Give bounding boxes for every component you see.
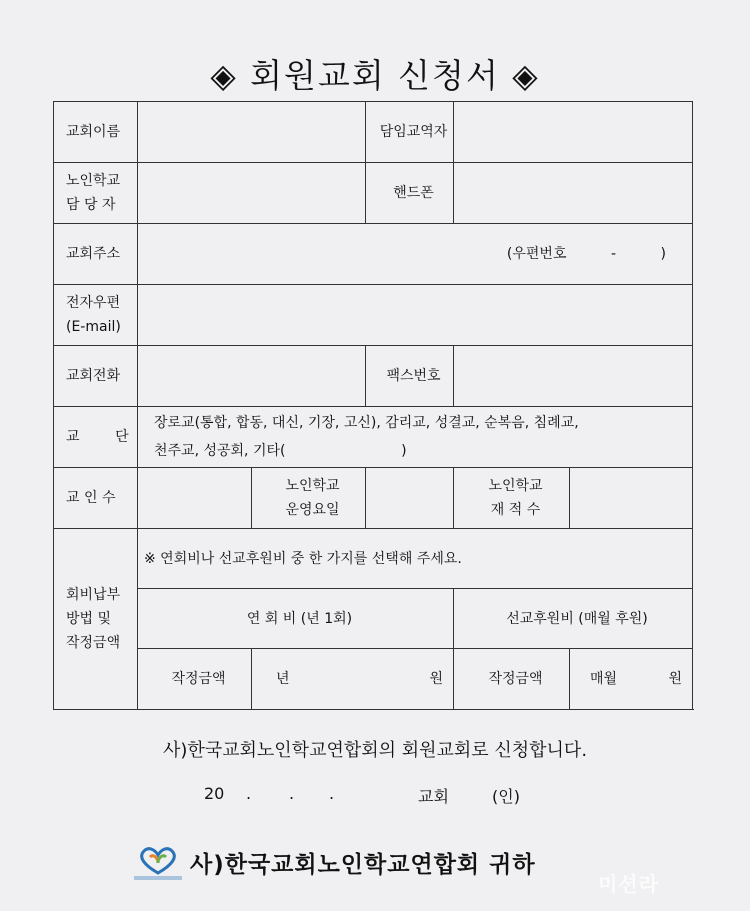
won-unit: 원	[668, 671, 682, 687]
payment-note: ※ 연회비나 선교후원비 중 한 가지를 선택해 주세요.	[138, 529, 693, 589]
date-dot: .	[329, 784, 335, 803]
field-phone[interactable]	[454, 163, 693, 224]
label-members: 교 인 수	[54, 468, 138, 529]
addressee: 사)한국교회노인학교연합회 귀하	[190, 852, 536, 878]
label-line: 회비납부	[66, 587, 121, 603]
label-phone: 핸드폰	[366, 163, 454, 224]
label-line: 전자우편	[66, 295, 121, 311]
field-church-name[interactable]	[138, 102, 366, 163]
label-email	[54, 285, 138, 346]
date-seal: (인)	[492, 787, 520, 806]
label-payment	[54, 529, 138, 710]
label-line: 작정금액	[66, 635, 121, 651]
field-students[interactable]	[570, 468, 693, 529]
label-pledge-annual: 작정금액	[138, 649, 252, 710]
date-year-prefix: 20	[204, 784, 225, 803]
field-pastor[interactable]	[454, 102, 693, 163]
field-email[interactable]	[138, 285, 693, 346]
label-line: 담 당 자	[66, 197, 116, 213]
label-students	[454, 468, 570, 529]
year-unit: 년	[276, 671, 290, 687]
field-school-day[interactable]	[366, 468, 454, 529]
won-unit: 원	[429, 671, 443, 687]
label-denomination: 교 단	[54, 407, 138, 468]
label-address: 교회주소	[54, 224, 138, 285]
field-address[interactable]	[138, 224, 693, 285]
field-pledge-annual[interactable]	[252, 649, 454, 710]
field-school-manager[interactable]	[138, 163, 366, 224]
label-school-day	[252, 468, 366, 529]
monthly-unit: 매월	[590, 671, 618, 687]
field-pledge-monthly[interactable]	[570, 649, 693, 710]
field-church-phone[interactable]	[138, 346, 366, 407]
option-annual-fee[interactable]: 연 회 비 (년 1회)	[138, 589, 454, 649]
label-line: 방법 및	[66, 611, 112, 627]
date-dot: .	[246, 784, 252, 803]
label-church-phone: 교회전화	[54, 346, 138, 407]
association-logo-icon	[130, 843, 186, 883]
denomination-options: 장로교(통합, 합동, 대신, 기장, 고신), 감리교, 성결교, 순복음, 침례교,	[154, 415, 579, 431]
date-church: 교회	[418, 787, 449, 806]
label-line: 재 적 수	[490, 502, 541, 518]
label-pastor: 담임교역자	[366, 102, 454, 163]
date-dot: .	[289, 784, 295, 803]
label-fax: 팩스번호	[366, 346, 454, 407]
option-mission-fee[interactable]: 선교후원비 (매월 후원)	[454, 589, 693, 649]
watermark: 미션라	[598, 872, 659, 896]
field-fax[interactable]	[454, 346, 693, 407]
declaration: 사)한국교회노인학교연합회의 회원교회로 신청합니다.	[162, 740, 588, 761]
field-members[interactable]	[138, 468, 252, 529]
label-line: 노인학교	[285, 478, 340, 494]
label-line: 운영요일	[285, 502, 340, 518]
label-pledge-monthly: 작정금액	[454, 649, 570, 710]
field-denomination[interactable]	[138, 407, 693, 468]
form-title: ◈ 회원교회 신청서 ◈	[210, 56, 540, 95]
label-line: (E-mail)	[66, 319, 121, 335]
label-line: 노인학교	[488, 478, 543, 494]
label-church-name: 교회이름	[54, 102, 138, 163]
label-school-manager	[54, 163, 138, 224]
denomination-options: 천주교, 성공회, 기타( )	[154, 443, 407, 459]
postal-code-label: (우편번호 - )	[506, 246, 666, 262]
application-form	[53, 101, 693, 710]
label-line: 노인학교	[66, 173, 121, 189]
